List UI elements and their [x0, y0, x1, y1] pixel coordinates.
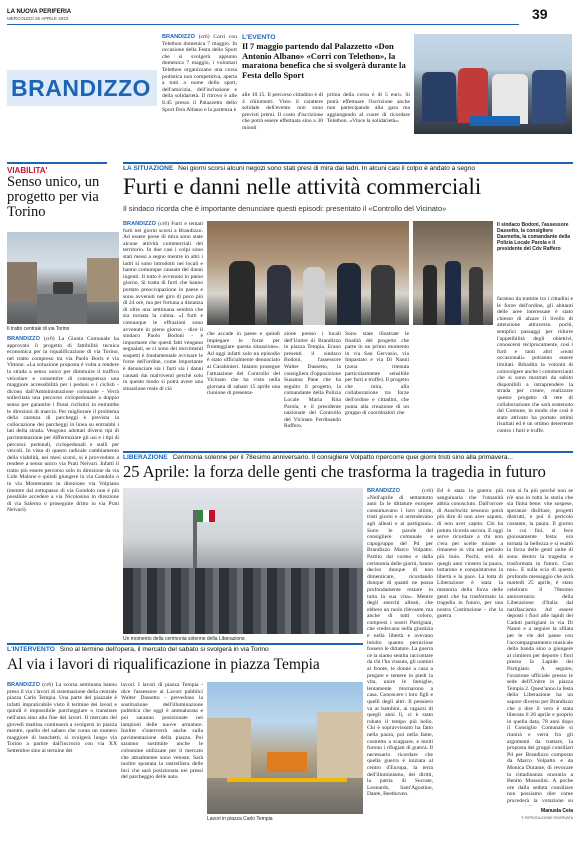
works-photo	[207, 682, 363, 814]
liberation-copyright: © RIPRODUZIONE RISERVATA	[521, 816, 573, 820]
sidebar-headline: Senso unico, un progetto per via Torino	[7, 174, 100, 220]
works-kicker-tag: (cr6)	[42, 682, 54, 688]
works-kicker: BRANDIZZO	[7, 682, 40, 688]
top-story-body-right: prima della corsa è di 5 euro. Si potrà effettuare l'iscrizione anche non partecipando alla gara ma aggiungendo al cuore di ricordare Telethon. «Vince la solidarietà».	[327, 92, 410, 125]
top-story-kicker-tag: (cr6)	[198, 34, 210, 40]
main-story-deck: Il sindaco ricorda che è importante denunciare questi episodi: presentato il «Controllo del Vicinato»	[123, 204, 447, 213]
liberation-col1	[367, 488, 433, 828]
sidebar-photo	[7, 232, 119, 324]
page-number: 39	[532, 6, 548, 22]
top-story-body-mid: alle 10.15. Il percorso cittadino è di 4 chilometri. Visto il carattere solidale dell'evento non sono previsti premi. Il costo d'iscrizione che potrà essere effettuata sino a 30 minuti	[242, 92, 323, 131]
liberation-subhead: Cerimonia solenne per il 78esimo anniversario. Il consigliere Volpatto ripercorre quei giorni tristi sino alla primavera...	[172, 454, 514, 461]
main-story-label: LA SITUAZIONE	[123, 165, 174, 172]
works-headline: Al via i lavori di riqualificazione in piazza Tempia	[7, 656, 320, 673]
main-story-headline: Furti e danni nelle attività commerciali	[123, 174, 482, 199]
liberation-kicker-tag: (cr6)	[422, 488, 433, 494]
top-story-body-left: Corri con Telethon domenica 7 maggio. In occasione della Festa dello Sport che si svolgerà appunto domenica 7 maggio, i volontari Telethon organizzano una corsa podistica non competitiva, aperta a tutti a nome dello sport, dell'amicizia, dell'inclusione e della solidarietà. Il ritrovo è alle 8.45 presso il Palazzetto dello Sport Don Albano e la partenza è	[162, 34, 237, 113]
top-story-left	[162, 34, 237, 134]
sidebar-kicker-tag: (cr6)	[43, 336, 55, 342]
works-top-rule	[7, 643, 363, 645]
main-story-subhead: Nei giorni scorsi alcuni negozi sono stati presi di mira dai ladri. In alcuni casi il colpo è andato a segno	[178, 165, 476, 172]
liberation-col1-text: «Nell'aprile di settantotto anni fa le dittature europee consumavano i loro ultimi, tristi giorni e si arrendevano agli alleati e ai partigiani». Sono le parole del consigliere comunale e capogruppo del Pd per Brandizzo Marco Volpatto. Partito dal corteo e dalla cerimonia delle giorni, hanno deciso dunque di non dimenticare, ricordando dunque di quanti ne possa profondamente restare in tutta la sua vita». Mentre degli eserciti alleati, che ebbero un ruolo rilevante, ma anche di tutti coloro, compresi i nostri Partigiani, che credevano nella giustizia e nella libertà e avevano intuito quanto perniciose fossero le dittature. La guerra ce la siamo sentita raccontare da chi l'ha vissuta, gli uomini al fronte, le donne a casa a pregare e temere in piedi la vita, unire le famiglie, lentamente ritornarono a casa. Conoscere i loro figli e quelli degli altri. Il pensiero va ai bambini, ai ragazzi di quegli anni lì, ci è stato rubato il tempo più bello. Chi è sopravvissuto ha fatto nella paura, poi nella fame, costretto a scappare, e molti furono i rifugiati di guerra. Il necessario ricordare che quella guerra è iniziata al centro d'Europa, la terra dell'illuminismo, dei diritti, la patria di Socrate, Leonardo, Sant'Agostino, Dante, Beethoven.	[367, 494, 433, 798]
main-story-col1	[123, 221, 203, 447]
works-subhead: Sino al termine dell'opera, il mercato del sabato si svolgerà in via Torino	[59, 646, 269, 653]
liberation-kicker: BRANDIZZO	[367, 488, 400, 494]
works-col1-text: La scorsa settimana hanno preso il via i lavori di sistemazione della centrale piazza Carlo Tempia. Una parte del piazzale è infatti impraticabile visto il termine dei lavori e quindi è impossibile parcheggiare o transitare nell'area sino alla fine dei lavori. Il mercato del giovedì mattina continuerà a svolgersi in piazza mentre, quello del sabato che conta un numero maggiore di banchetti, si svolgerà lungo via Torino a partire dall'incrocio con via XX Settembre sino al termine dei	[7, 682, 117, 754]
top-story-photo	[414, 34, 572, 134]
sidebar-body-text: La Giunta Comunale ha approvato il progetto di fattibilità tecnica economica per la riqualificazione di via Torino, nel tratto compreso tra via Paolo Boris e via Vittone. «La soluzione proposta è volta a rendere la strada a senso unico per diminuire il traffico veicolare e consentire di conseguenza una maggiore accessibilità per i pedoni e i ciclisti - dicono dall'Amministrazione comunale - Verrà sollecitata una percorso ciclopedonale a doppio senso per garantire i flussi ciclistici in entrambe le direzioni di marcia. Per migliorare il problema della carenza di parcheggi è prevista la collocazione dei parcheggi in linea su entrambi i lati della strada. Vengono adottati diversi tipi di pavimentazione per differenziare gli usi e i tipi di percorsi: pedonali, ciclopedonali e stalli per veicoli. In vista di questo radicale cambiamento della viabilità, nei mesi scorsi, si è provveduto a rendere a senso unico via Prati Neivari. Infatti il tratto più essere percorso solo in direzione da via Lido Malone e quindi giungere in via Gondolo o in via Montenanto in direzione via Volpiano (mentre dal sottopasso di via Gondolo non è più possibile accedere a via Nicolosino in direzione di via Salerno o proseguire dritto in via Prati Neivari).	[7, 336, 119, 514]
sidebar-label: VIABILITA'	[7, 166, 48, 175]
main-story-kicker-tag: (cr6)	[158, 221, 170, 227]
top-story-label: L'EVENTO	[242, 34, 276, 41]
works-photo-caption: Lavori in piazza Carlo Tempia	[207, 816, 273, 822]
top-story-headline: Il 7 maggio partendo dal Palazzetto «Don Antonio Albano» «Corri con Telethon», la maratona benefica che si svolgerà durante la Festa dello Sport	[242, 41, 406, 80]
main-story-subhead-line	[123, 165, 573, 173]
liberation-photo	[123, 488, 363, 634]
works-label: L'INTERVENTO	[7, 646, 55, 653]
works-subhead-line	[7, 646, 363, 654]
sidebar-photo-caption: Il tratto centrale di via Torino	[7, 326, 70, 332]
liberation-photo-caption: Un momento della cerimonia solenne della Liberazione	[123, 636, 245, 642]
main-story-photo	[207, 221, 409, 325]
main-story-col3: zione presso i locali dell'Unitre di Brandizzo in piazza Tempia. Erano presenti il sindaco Bodoni, l'assessore Walter Dassetto, la consigliera d'opposizione Susanna Pane che ha seguito il progetto, la comandante della Polizia Locale Maria Rita Parola, e il presidente nazionale del Controllo del Vicinato Ferdinando Raffero.	[284, 331, 341, 430]
masthead-date: MERCOLEDÌ 26 APRILE 2023	[7, 16, 69, 21]
main-story-col4: Sono state illustrate le finalità del progetto che parte in un primo momento in via San Gervasio, via Impastato e via Di Nanni (zona ritenuta particolarmente sensibile per furti e truffe). Il progetto che mira, alla collaborazione tra forze dell'ordine e cittadini, che punta alla creazione di un gruppo di coordinatori che	[345, 331, 409, 417]
works-col1	[7, 682, 117, 828]
sidebar-body	[7, 336, 119, 606]
section-banner: BRANDIZZO	[7, 70, 157, 106]
main-story-inset-photo	[413, 221, 493, 325]
liberation-subhead-line	[123, 454, 573, 462]
works-col2: lavori. I lavori di piazza Tempia - dice l'assessore ai Lavori pubblici Walter Dassetto - prevedono la sostituzione dell'illuminazione pubblica che oggi è ammalorata e poi saranno posizionate nei lampioni delle nuove armature. Inoltre s'interverrà anche sulla pavimentazione della piazza. Poi saranno sostituite anche le colonnine utilizzate per il mercato che attualmente sono vetuste. Sarà inoltre spostata la rastrelliera delle bici che sarà posizionata nei pressi del parcheggio delle auto.	[121, 682, 203, 781]
main-story-photo-caption: Il sindaco Bodoni, l'assessore Dassetto, la consigliere Dasmetta, la comandante della Polizia Locale Parola e il presidente del Cdv Raffero	[497, 222, 571, 252]
liberation-label: LIBERAZIONE	[123, 454, 168, 461]
main-story-col2: che accade in paese e quindi impiegare le forze per fronteggiare questa situazione». Ad oggi infatti solo un episodio è stato ufficialmente denunciato ai Carabinieri. Intanto prosegue l'attuazione del Controllo del Vicinato che ha visto nella giornata di sabato 15 aprile una riunione di presenta-	[207, 331, 280, 397]
top-story-headline-box	[242, 34, 410, 80]
main-story-kicker: BRANDIZZO	[123, 221, 156, 227]
sidebar-kicker: BRANDIZZO	[7, 336, 40, 342]
masthead-rule	[7, 24, 519, 25]
liberation-headline: 25 Aprile: la forza delle genti che trasforma la tragedia in futuro	[123, 462, 546, 481]
sidebar-top-rule	[7, 162, 107, 164]
liberation-col2: Ed è stata la guerra più sanguinaria che l'umanità abbia conosciuto. Dall'orrore di Auschwitz nessuno potrà più dire di non aver saputo, di non aver capito. Chi ha potuto ricorda ancora. E oggi serve ricordare a chi non c'era per scelte mirate a rimanere in vita nel periodo più buio. Pochi, eroi di quegli anni vinsero la paura, lottarono e conquistarono la libertà e la pace. La lotta di Liberazione è stata la memoria della forza delle genti che ha trasformato la tragedia in futuro, per una nostra Costituzione - che la guerra	[437, 488, 503, 620]
top-story-kicker: BRANDIZZO	[162, 34, 195, 40]
liberation-col3: non si fa più perché non se n'è una in tutta la storia che sia finita bene: vite sospese, speranze disilluse, progetti distrutti, e poi il pericolo costante, la paura. Il giorno in cui finì, si fece gioiosamente festa: era tornata la bellezza e si esaltò la forza delle genti unite di sono dentro la tragedia e trasformata in futuro. Ciao noi». E sulla scia di questo profondo messaggio che avrà martedì 25 aprile, è stato celebrato il 78esimo anniversario della Liberazione d'Italia dal nazifascismo. Ad essere deposti i fiori alle lapidi dei Caduti partigiani in via Di Nanni e a seguire la sfilata per le vie del paese con l'accompagnamento musicale della banda sino a giungere al cimitero per deporre i fiori presso la Lapide dei Partigiani. A seguire, l'orazione ufficiale presso le sede dell'Unitre in piazza Tempia 2. Quest'anno la festa della Liberazione ha un sapore diverso per Brandizzo che a dire il vero è stata liberata il 26 aprile e proprio in quella data, 78 anni dopo il Consiglio Comunale si riunirà e verrà fra gli argomenti da trattare, la proposta dei gruppi consiliari Pd per Brandizzo composto da Marco Volpatto e da Monica Durante, di revocare la cittadinanza onoraria a Benito Mussolini. A poche ore dalla seduta consiliare non possiamo dire come procederà la votazione su	[507, 488, 573, 804]
liberation-signature: Manuela Ceia	[541, 808, 573, 814]
main-story-col1-text: Furti e tentati furti nei giorni scorsi a Brandizzo. Ad essere prese di mira sono state alcune attività commerciali del territorio. In due casi i colpi sono stati messi a segno mentre in altri i ladri si sono introdotti nei locali e hanno comunque causato dei danni ingenti. Il tutto è avvenuto in pieno giorno. Si tratta di furti che hanno portato preoccupazione in paese e sono avvenuti nel giro di poco più di 24 ore, ma per fortuna a distanza di oltre una settimana sembra che sia tornata la calma. «I furti e comunque le effrazioni sono avvenute in pieno giorno - dice il sindaco Paolo Bodoni - è importante che questi fatti vengano segnalati, se ci sono dei movimenti sospetti è fondamentale avvisare le forze dell'ordine, come importante è denunciare sia i furti sia i danni causati dai malviventi perché solo in questo modo si potrà avere una situazione reale di ciò	[123, 221, 203, 392]
main-story-col5: faranno da tramite tra i cittadini e le forze dell'ordine, gli abitanti delle aree interessate è stato chiesto di alzare il livello di attenzione attraverso pochi, semplici passaggi per ridurre l'appetibilità degli obiettivi, conoscersi reciprocamente, così i furti e tanti altri «reati occasionali» potranno essere limitati. Ribadita la volontà di coinvolgere anche i commercianti che si sono mostrati da subito disponibili a intraprendere la strada per creare, realizzare questo progetto di rete di collaborazione che sarà sostenuto dal Comune, in modo che così è stato attivato ha portato ottimi risultati ed è un ottimo deterrente contro i furti e truffe.	[497, 296, 573, 434]
liberation-top-rule	[123, 451, 573, 453]
main-story-top-rule	[123, 162, 573, 164]
masthead-paper: LA NUOVA PERIFERIA	[7, 9, 72, 15]
